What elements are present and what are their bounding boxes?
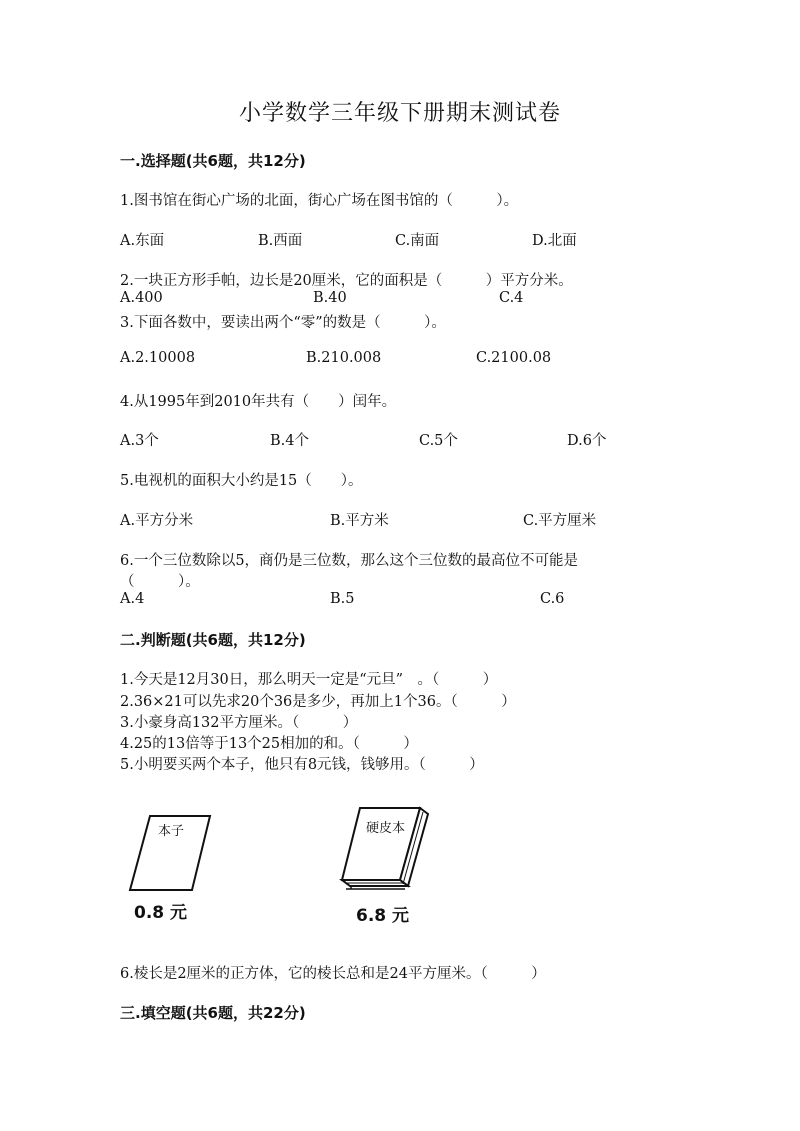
q1-option-c: C.南面 [395,233,440,249]
q3-option-c: C.2100.08 [476,350,552,366]
q2-option-a: A.400 [120,290,163,306]
notebook-label: 本子 [158,824,185,839]
question-6-continued: （ ）。 [120,574,200,590]
hardcover-notebook-price: 6.8 元 [356,906,410,926]
question-6: 6.一个三位数除以5，商仍是三位数，那么这个三位数的最高位不可能是 [120,553,579,569]
q1-option-a: A.东面 [120,233,165,249]
q4-option-b: B.4个 [270,433,309,449]
section-heading-choice: 一.选择题(共6题，共12分) [120,152,306,170]
q5-option-a: A.平方分米 [120,513,194,529]
judge-item-3: 3.小豪身高132平方厘米。（ ） [120,715,358,731]
q1-option-d: D.北面 [532,233,577,249]
notebook-price: 0.8 元 [134,903,188,923]
q1-option-b: B.西面 [258,233,303,249]
judge-item-1: 1.今天是12月30日，那么明天一定是“元旦” 。（ ） [120,672,498,688]
page-title: 小学数学三年级下册期末测试卷 [238,101,561,126]
q4-option-a: A.3个 [120,433,159,449]
question-5: 5.电视机的面积大小约是15（ ）。 [120,473,363,489]
q6-option-b: B.5 [330,591,355,607]
q3-option-b: B.210.008 [306,350,382,366]
q5-option-c: C.平方厘米 [523,513,597,529]
q6-option-a: A.4 [120,591,145,607]
q5-option-b: B.平方米 [330,513,389,529]
hardcover-notebook-label: 硬皮本 [366,821,406,836]
q2-option-b: B.40 [313,290,347,306]
judge-item-2: 2.36×21可以先求20个36是多少，再加上1个36。（ ） [120,694,516,710]
section-heading-judge: 二.判断题(共6题，共12分) [120,631,306,649]
question-2: 2.一块正方形手帕，边长是20厘米，它的面积是（ ）平方分米。 [120,273,573,289]
question-4: 4.从1995年到2010年共有（ ）闰年。 [120,394,397,410]
q4-option-c: C.5个 [419,433,458,449]
judge-item-6: 6.棱长是2厘米的正方体，它的棱长总和是24平方厘米。（ ） [120,966,546,982]
q6-option-c: C.6 [540,591,565,607]
section-heading-fill: 三.填空题(共6题，共22分) [120,1004,306,1022]
q3-option-a: A.2.10008 [120,350,196,366]
judge-item-5: 5.小明要买两个本子，他只有8元钱，钱够用。（ ） [120,757,484,773]
question-3: 3.下面各数中，要读出两个“零”的数是（ ）。 [120,315,446,331]
q2-option-c: C.4 [499,290,524,306]
question-1: 1.图书馆在街心广场的北面，街心广场在图书馆的（ ）。 [120,193,519,209]
q4-option-d: D.6个 [567,433,607,449]
judge-item-4: 4.25的13倍等于13个25相加的和。（ ） [120,736,418,752]
